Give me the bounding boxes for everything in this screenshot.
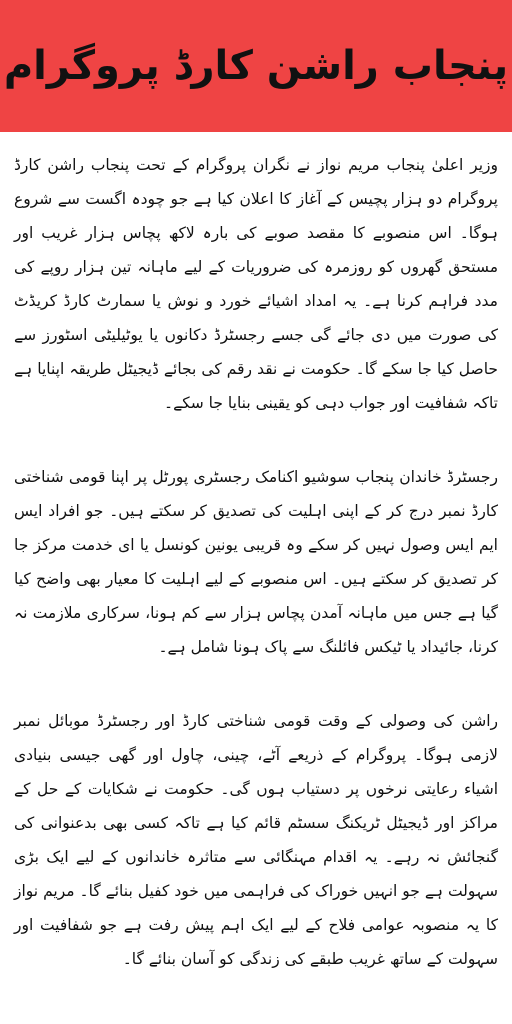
article-paragraph-3: راشن کی وصولی کے وقت قومی شناختی کارڈ اور رجسٹرڈ موبائل نمبر لازمی ہوگا۔ پروگرام کے ذریعے آٹے، چینی، چاول اور گھی جیسی بنیادی اشیاء رعایتی نرخوں پر دستیاب ہوں گی۔ حکومت نے شکایات کے حل کے مراکز اور ڈیجیٹل ٹریکنگ سسٹم قائم کیا ہے تاکہ کسی بھی بدعنوانی کی گنجائش نہ رہے۔ یہ اقدام مہنگائی سے متاثرہ خاندانوں کے لیے ایک بڑی سہولت ہے جو انہیں خوراک کی فراہمی میں خود کفیل بنائے گا۔ مریم نواز کا یہ منصوبہ عوامی فلاح کے لیے ایک اہم پیش رفت ہے جو شفافیت اور سہولت کے ساتھ غریب طبقے کی زندگی کو آسان بنائے گا۔ (14, 712, 498, 968)
page-title: پنجاب راشن کارڈ پروگرام (3, 43, 509, 89)
title-banner (0, 0, 512, 132)
article-body (0, 132, 512, 1024)
article-paragraph-2: رجسٹرڈ خاندان پنجاب سوشیو اکنامک رجسٹری پورٹل پر اپنا قومی شناختی کارڈ نمبر درج کر کے اپنی اہلیت کی تصدیق کر سکتے ہیں۔ جو افراد ایس ایم ایس وصول نہیں کر سکے وہ قریبی یونین کونسل یا ای خدمت مرکز جا کر تصدیق کر سکتے ہیں۔ اس منصوبے کے لیے اہلیت کا معیار بھی واضح کیا گیا ہے جس میں ماہانہ آمدن پچاس ہزار سے کم ہونا، سرکاری ملازمت نہ کرنا، جائیداد یا ٹیکس فائلنگ سے پاک ہونا شامل ہے۔ (14, 468, 498, 656)
article-paragraph-1: وزیر اعلیٰ پنجاب مریم نواز نے نگران پروگرام کے تحت پنجاب راشن کارڈ پروگرام دو ہزار پچیس کے آغاز کا اعلان کیا ہے جو چودہ اگست سے شروع ہوگا۔ اس منصوبے کا مقصد صوبے کی بارہ لاکھ پچاس ہزار غریب اور مستحق گھروں کو روزمرہ کی ضروریات کے لیے ماہانہ تین ہزار روپے کی مدد فراہم کرنا ہے۔ یہ امداد اشیائے خورد و نوش یا سمارٹ کارڈ کریڈٹ کی صورت میں دی جائے گی جسے رجسٹرڈ دکانوں یا یوٹیلیٹی اسٹورز سے حاصل کیا جا سکے گا۔ حکومت نے نقد رقم کی بجائے ڈیجیٹل طریقہ اپنایا ہے تاکہ شفافیت اور جواب دہی کو یقینی بنایا جا سکے۔ (14, 156, 498, 412)
